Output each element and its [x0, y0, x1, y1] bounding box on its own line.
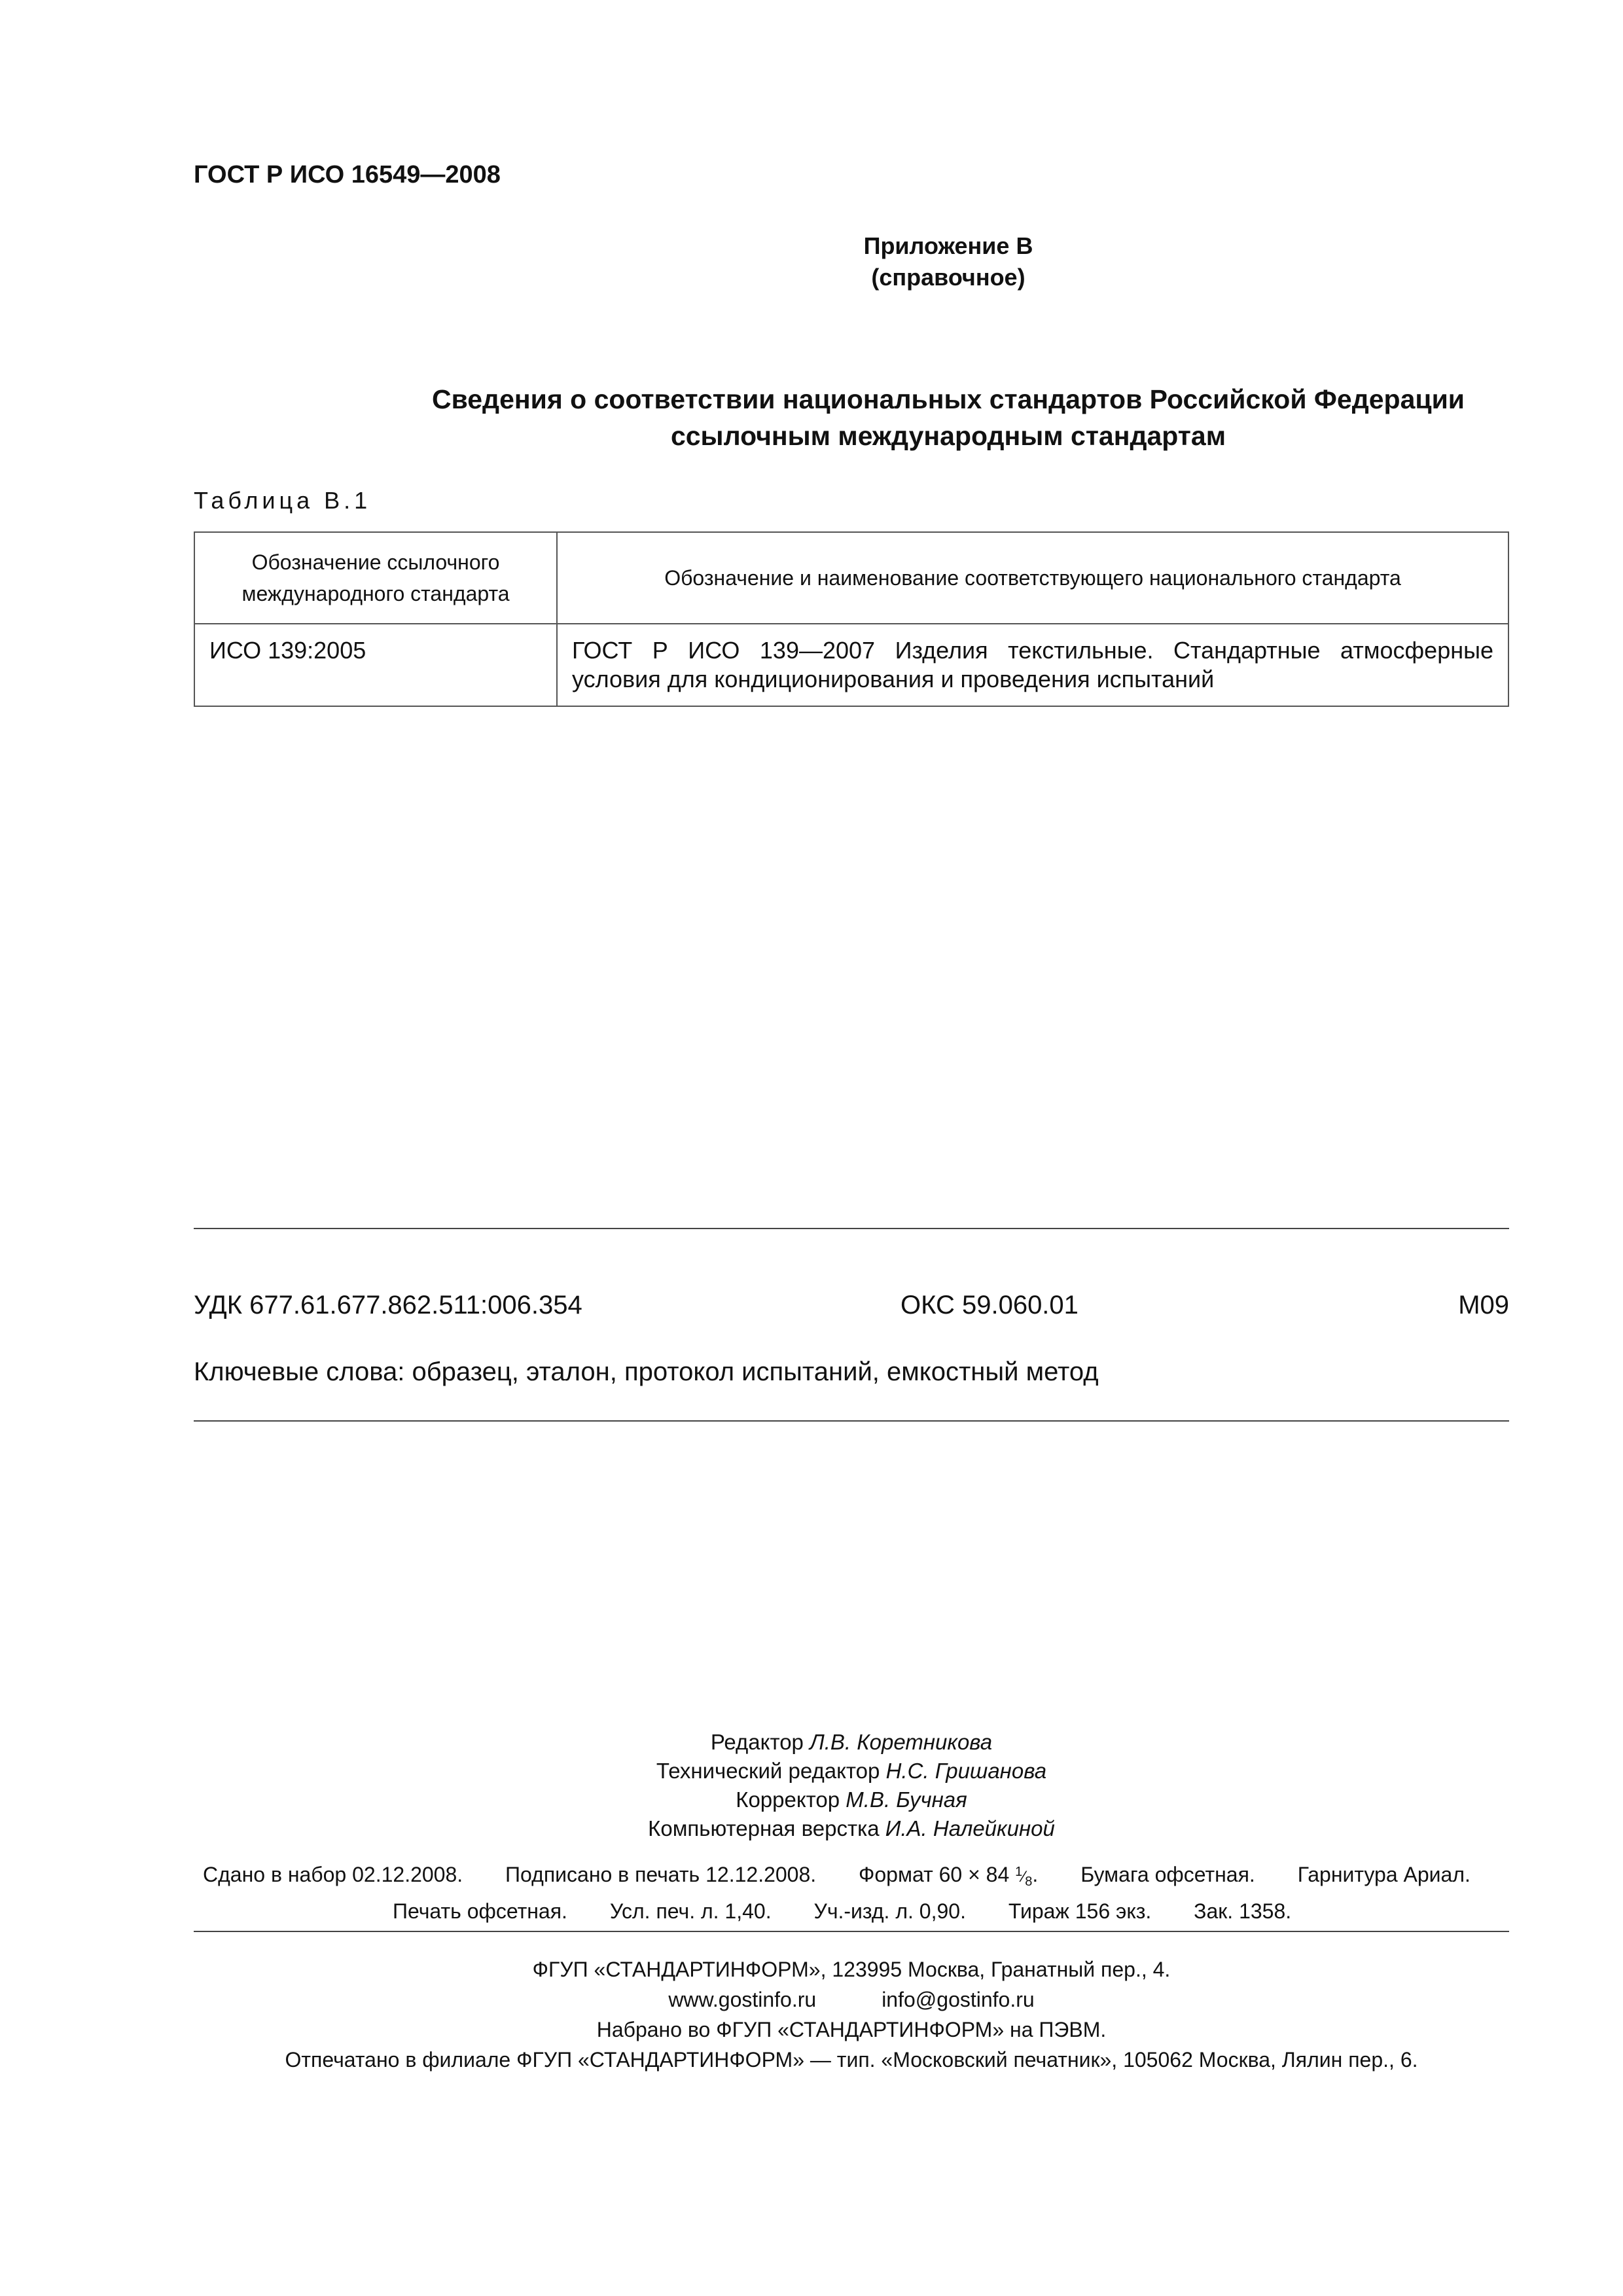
- divider-bottom: [194, 1931, 1509, 1932]
- publisher-website: www.gostinfo.ru: [668, 1988, 817, 2011]
- keywords: Ключевые слова: образец, эталон, протокол испытаний, емкостный метод: [194, 1357, 1099, 1386]
- divider-top: [194, 1228, 1509, 1229]
- print-run: Тираж 156 экз.: [1008, 1899, 1152, 1923]
- publisher-block: [194, 1954, 1509, 2075]
- print-paper: Бумага офсетная.: [1080, 1863, 1255, 1886]
- credits-block: [194, 1728, 1509, 1843]
- appendix-heading: [194, 230, 1623, 293]
- category-code: М09: [1458, 1291, 1509, 1319]
- publisher-printed: Отпечатано в филиале ФГУП «СТАНДАРТИНФОРМ» — тип. «Московский печатник», 105062 Москва, Лялин пер., 6.: [285, 2048, 1418, 2072]
- standards-table: [194, 531, 1509, 707]
- print-info-line2: [393, 1899, 1328, 1924]
- publisher-email: info@gostinfo.ru: [882, 1988, 1035, 2011]
- table-header-row: [194, 532, 1508, 624]
- print-info-line1: [203, 1863, 1507, 1890]
- oks-code: ОКС 59.060.01: [901, 1291, 1079, 1319]
- publisher-typeset: Набрано во ФГУП «СТАНДАРТИНФОРМ» на ПЭВМ.: [596, 2018, 1107, 2041]
- udk-code: УДК 677.61.677.862.511:006.354: [194, 1291, 582, 1319]
- cell-national-standard: ГОСТ Р ИСО 139—2007 Изделия текстильные. Стандартные атмосферные условия для кондиционирования и проведения испытаний: [557, 624, 1508, 706]
- credit-tech-editor: Технический редактор Н.С. Гришанова: [656, 1759, 1047, 1783]
- appendix-title: Приложение В: [863, 232, 1033, 259]
- section-title: [194, 381, 1623, 454]
- table-row: [194, 624, 1508, 706]
- divider-middle: [194, 1420, 1509, 1422]
- credit-corrector: Корректор М.В. Бучная: [736, 1787, 967, 1812]
- print-signed: Подписано в печать 12.12.2008.: [505, 1863, 817, 1886]
- credit-layout: Компьютерная верстка И.А. Налейкиной: [648, 1816, 1055, 1840]
- appendix-subtitle: (справочное): [871, 264, 1026, 291]
- section-title-line1: Сведения о соответствии национальных стандартов Российской Федерации: [431, 384, 1465, 414]
- print-method: Печать офсетная.: [393, 1899, 567, 1923]
- print-format: Формат 60 × 84 $^1⁄_8$.: [859, 1863, 1039, 1889]
- header-national-standard: Обозначение и наименование соответствующего национального стандарта: [557, 532, 1508, 624]
- section-title-line2: ссылочным международным стандартам: [670, 421, 1226, 451]
- print-font: Гарнитура Ариал.: [1297, 1863, 1471, 1886]
- credit-editor: Редактор Л.В. Коретникова: [710, 1730, 993, 1754]
- table-label: Таблица В.1: [194, 487, 372, 514]
- print-submitted: Сдано в набор 02.12.2008.: [203, 1863, 463, 1886]
- header-intl-standard: Обозначение ссылочного международного стандарта: [194, 532, 557, 624]
- document-code: ГОСТ Р ИСО 16549—2008: [194, 161, 501, 188]
- print-sheets: Усл. печ. л. 1,40.: [609, 1899, 772, 1923]
- cell-intl-standard: ИСО 139:2005: [194, 624, 557, 706]
- publisher-address: ФГУП «СТАНДАРТИНФОРМ», 123995 Москва, Гранатный пер., 4.: [532, 1958, 1171, 1981]
- print-pub-sheets: Уч.-изд. л. 0,90.: [813, 1899, 966, 1923]
- print-order: Зак. 1358.: [1194, 1899, 1292, 1923]
- publisher-contacts: [194, 1984, 1509, 2015]
